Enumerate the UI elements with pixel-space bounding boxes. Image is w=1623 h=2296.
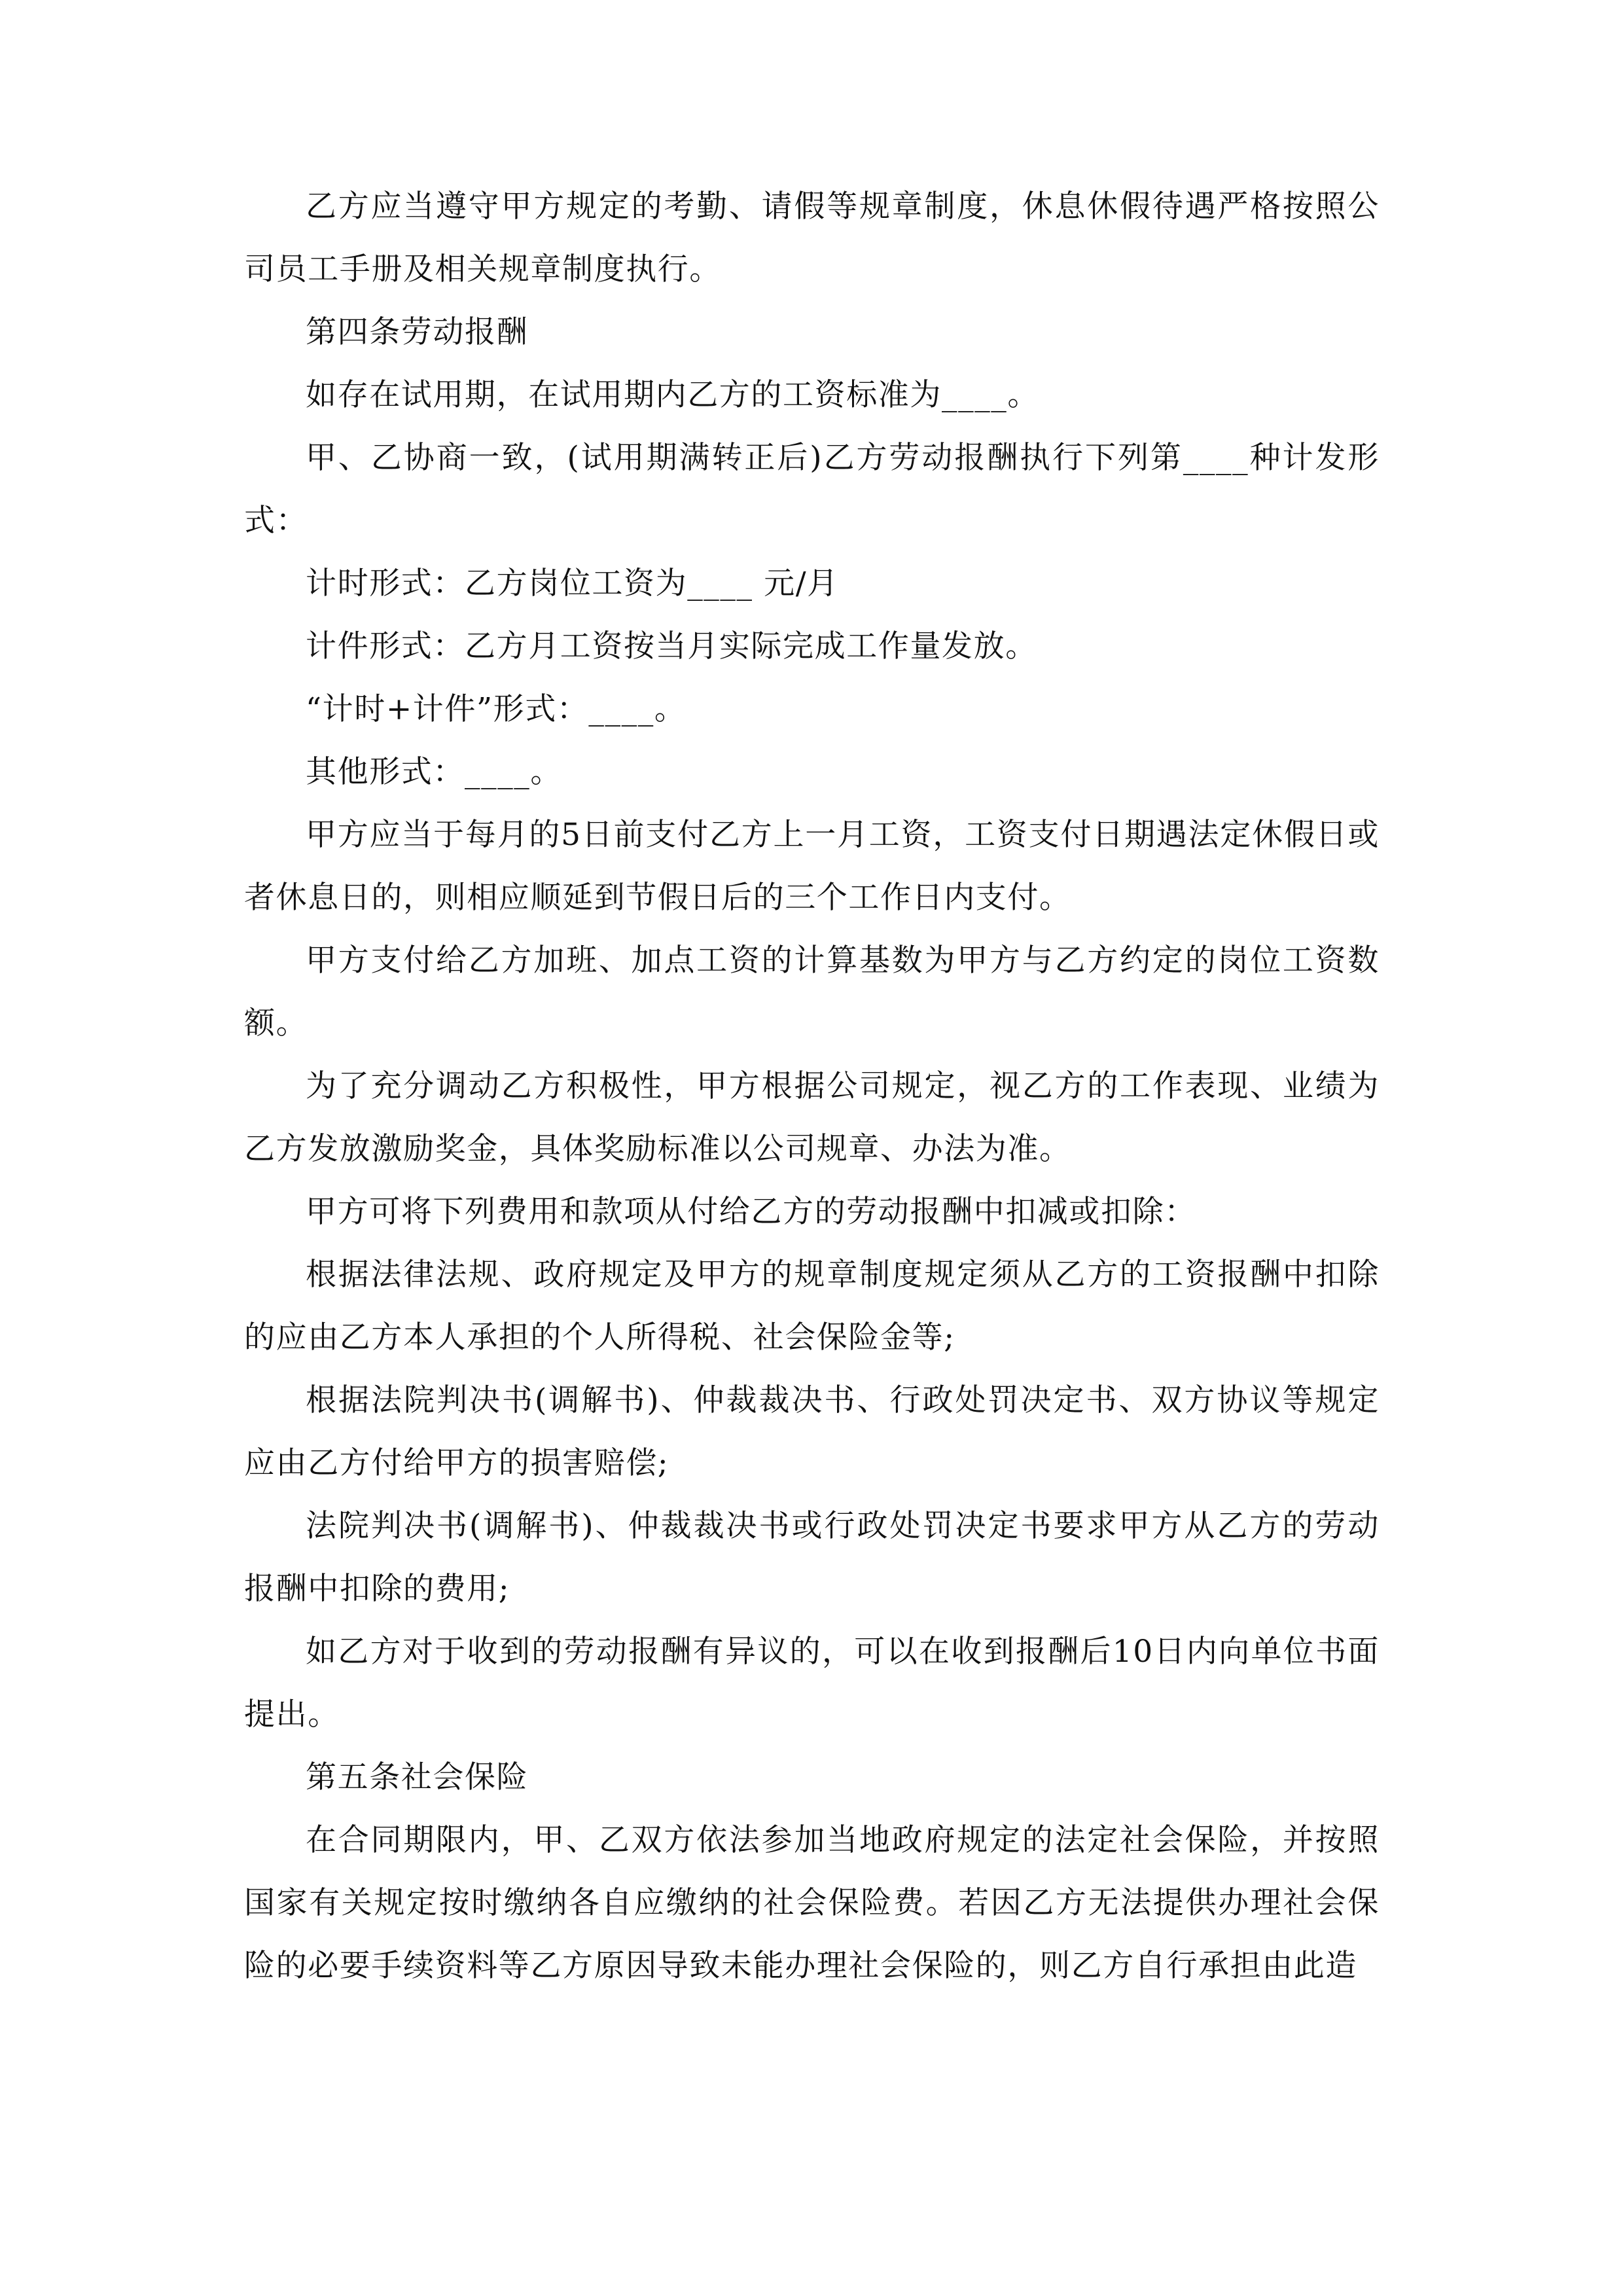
paragraph-deduction-damages: 根据法院判决书(调解书)、仲裁裁决书、行政处罚决定书、双方协议等规定应由乙方付给甲方的损害赔偿;: [244, 1382, 1380, 1481]
paragraph-social-insurance: 在合同期限内，甲、乙双方依法参加当地政府规定的法定社会保险，并按照国家有关规定按时缴纳各自应缴纳的社会保险费。若因乙方无法提供办理社会保险的必要手续资料等乙方原因导致未能办理社会保险的，则乙方自行承担由此造: [244, 1822, 1380, 1984]
paragraph-remuneration-form: 甲、乙协商一致，(试用期满转正后)乙方劳动报酬执行下列第____种计发形式：: [244, 440, 1380, 539]
paragraph-time-based-form: 计时形式：乙方岗位工资为____ 元/月: [306, 565, 839, 601]
paragraph-incentive-bonus: 为了充分调动乙方积极性，甲方根据公司规定，视乙方的工作表现、业绩为乙方发放激励奖金，具体奖励标准以公司规章、办法为准。: [244, 1068, 1380, 1167]
paragraph-deduction-court-fees: 法院判决书(调解书)、仲裁裁决书或行政处罚决定书要求甲方从乙方的劳动报酬中扣除的费用;: [244, 1508, 1380, 1607]
heading-article-5-social-insurance: 第五条社会保险: [306, 1759, 529, 1795]
paragraph-other-form: 其他形式：____。: [306, 754, 562, 790]
paragraph-deductions-intro: 甲方可将下列费用和款项从付给乙方的劳动报酬中扣减或扣除：: [306, 1194, 1196, 1230]
heading-article-4-labor-remuneration: 第四条劳动报酬: [306, 314, 529, 350]
paragraph-combined-form: “计时+计件”形式：____。: [306, 691, 687, 727]
paragraph-probation-wage: 如存在试用期，在试用期内乙方的工资标准为____。: [306, 377, 1039, 413]
paragraph-remuneration-objection: 如乙方对于收到的劳动报酬有异议的，可以在收到报酬后10日内向单位书面提出。: [244, 1634, 1380, 1732]
paragraph-deduction-tax-insurance: 根据法律法规、政府规定及甲方的规章制度规定须从乙方的工资报酬中扣除的应由乙方本人承担的个人所得税、社会保险金等;: [244, 1257, 1380, 1355]
document-body: [244, 175, 1380, 1998]
paragraph-attendance-rules: 乙方应当遵守甲方规定的考勤、请假等规章制度，休息休假待遇严格按照公司员工手册及相关规章制度执行。: [244, 188, 1380, 287]
paragraph-piece-based-form: 计件形式：乙方月工资按当月实际完成工作量发放。: [306, 628, 1037, 664]
paragraph-payment-date: 甲方应当于每月的5日前支付乙方上一月工资，工资支付日期遇法定休假日或者休息日的，则相应顺延到节假日后的三个工作日内支付。: [244, 817, 1380, 916]
paragraph-overtime-base: 甲方支付给乙方加班、加点工资的计算基数为甲方与乙方约定的岗位工资数额。: [244, 942, 1380, 1041]
